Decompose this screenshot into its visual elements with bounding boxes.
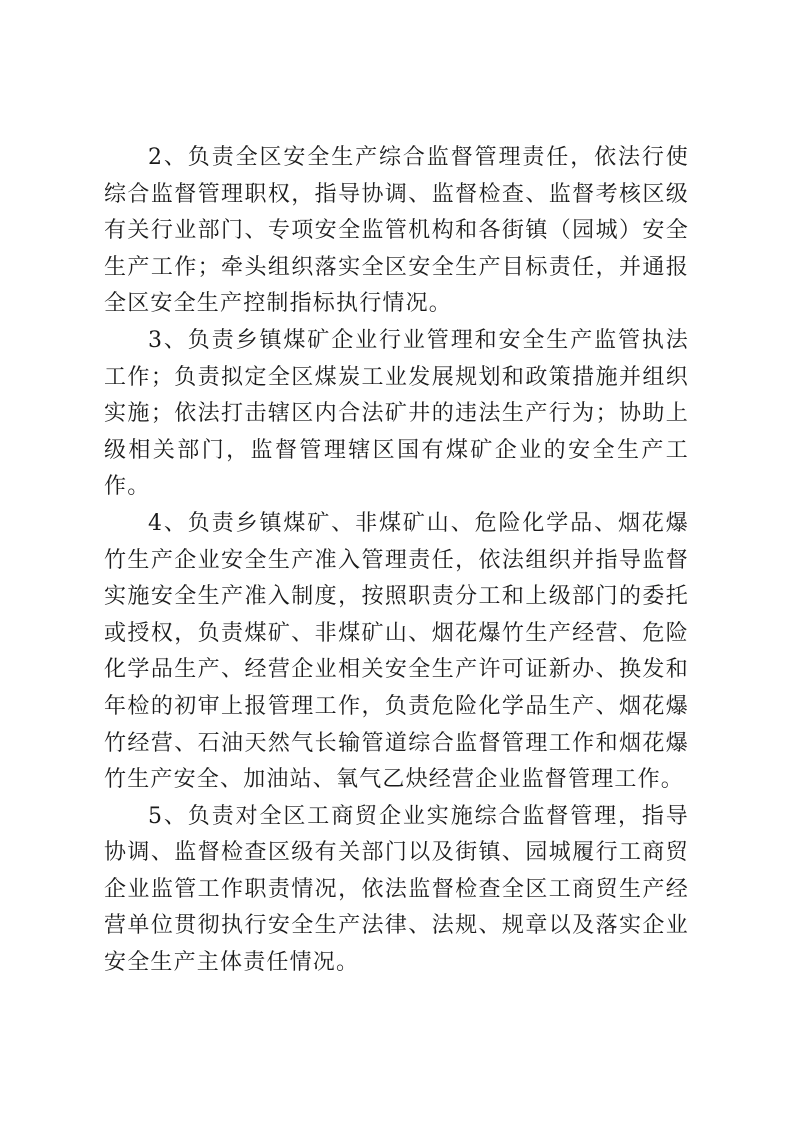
paragraph-item-5: 5、负责对全区工商贸企业实施综合监督管理，指导协调、监督检查区级有关部门以及街镇、园城履行工商贸企业监管工作职责情况，依法监督检查全区工商贸生产经营单位贯彻执行安全生产法律、法规、规章以及落实企业安全生产主体责任情况。 xyxy=(104,803,689,976)
paragraph-item-2: 2、负责全区安全生产综合监督管理责任，依法行使综合监督管理职权，指导协调、监督检查、监督考核区级有关行业部门、专项安全监管机构和各街镇（园城）安全生产工作；牵头组织落实全区安全生产目标责任，并通报全区安全生产控制指标执行情况。 xyxy=(104,145,689,317)
paragraph-item-4: 4、负责乡镇煤矿、非煤矿山、危险化学品、烟花爆竹生产企业安全生产准入管理责任，依法组织并指导监督实施安全生产准入制度，按照职责分工和上级部门的委托或授权，负责煤矿、非煤矿山、烟花爆竹生产经营、危险化学品生产、经营企业相关安全生产许可证新办、换发和年检的初审上报管理工作，负责危险化学品生产、烟花爆竹经营、石油天然气长输管道综合监督管理工作和烟花爆竹生产安全、加油站、氧气乙炔经营企业监督管理工作。 xyxy=(104,510,689,793)
paragraph-item-3: 3、负责乡镇煤矿企业行业管理和安全生产监管执法工作；负责拟定全区煤炭工业发展规划和政策措施并组织实施；依法打击辖区内合法矿井的违法生产行为；协助上级相关部门，监督管理辖区国有煤矿企业的安全生产工作。 xyxy=(104,327,689,500)
document-body xyxy=(104,140,689,982)
